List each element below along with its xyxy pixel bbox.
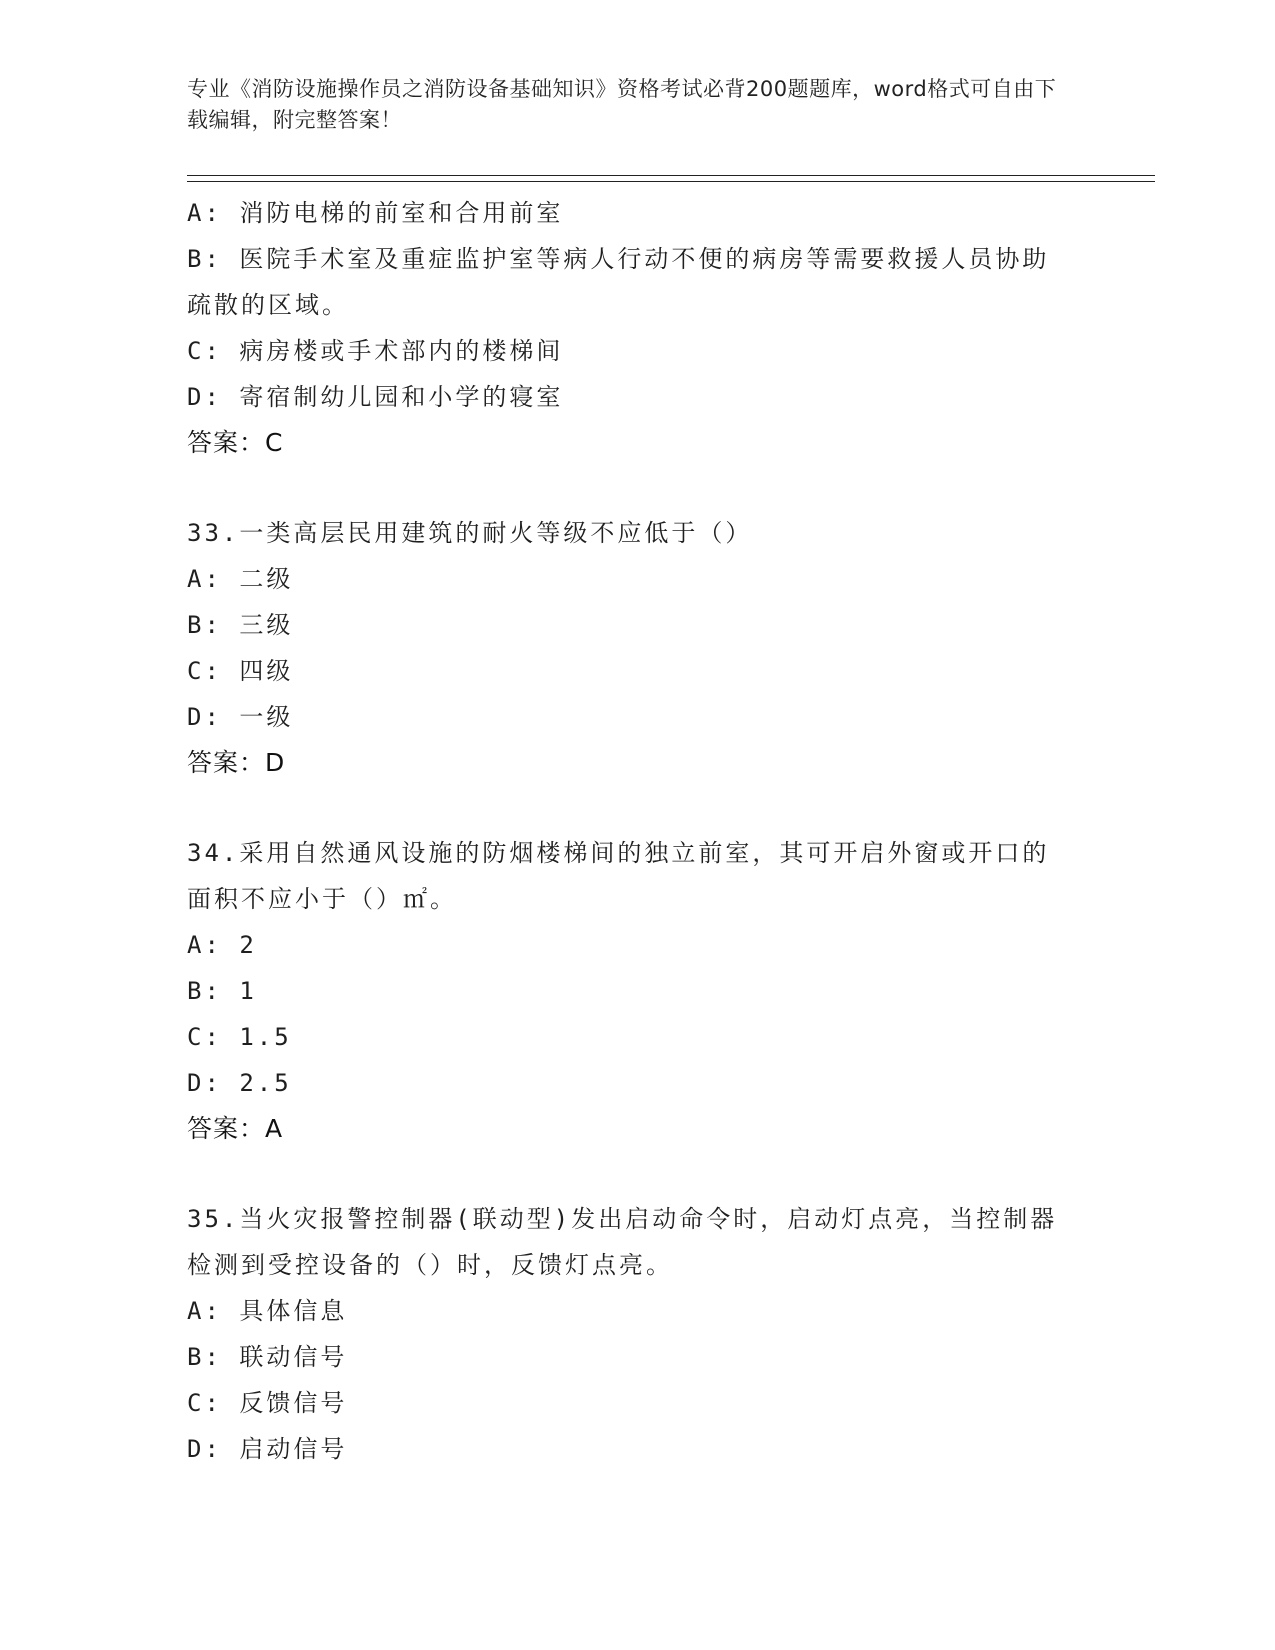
document-header: 专业《消防设施操作员之消防设备基础知识》资格考试必背200题题库，word格式可自由下载编辑，附完整答案！: [187, 77, 1057, 132]
question-33-text: 33.一类高层民用建筑的耐火等级不应低于（）: [187, 519, 753, 547]
option-c: C: 反馈信号: [187, 1389, 348, 1417]
option-d: D: 启动信号: [187, 1435, 348, 1463]
option-b: B: 联动信号: [187, 1343, 348, 1371]
option-a: A: 2: [187, 931, 257, 959]
answer-33: 答案：D: [187, 748, 286, 777]
option-d: D: 2.5: [187, 1069, 292, 1097]
option-b: B: 三级: [187, 611, 294, 639]
question-34-text: 34.采用自然通风设施的防烟楼梯间的独立前室，其可开启外窗或开口的面积不应小于（）㎡。: [187, 839, 1050, 913]
option-a: A: 具体信息: [187, 1297, 348, 1325]
answer-34: 答案：A: [187, 1114, 284, 1143]
spacer: [187, 1152, 1087, 1196]
spacer: [187, 786, 1087, 830]
option-c: C: 病房楼或手术部内的楼梯间: [187, 337, 564, 365]
header-rule-bottom: [187, 181, 1155, 182]
option-b: B: 医院手术室及重症监护室等病人行动不便的病房等需要救援人员协助疏散的区域。: [187, 245, 1050, 319]
option-d: D: 寄宿制幼儿园和小学的寝室: [187, 383, 564, 411]
option-a: A: 消防电梯的前室和合用前室: [187, 199, 564, 227]
option-a: A: 二级: [187, 565, 294, 593]
answer-32: 答案：C: [187, 428, 284, 457]
question-32-options: [187, 190, 1087, 420]
option-c: C: 四级: [187, 657, 294, 685]
option-d: D: 一级: [187, 703, 294, 731]
question-content: [187, 190, 1087, 1472]
header-rule-top: [187, 175, 1155, 176]
option-b: B: 1: [187, 977, 257, 1005]
option-c: C: 1.5: [187, 1023, 292, 1051]
question-35-text: 35.当火灾报警控制器(联动型)发出启动命令时，启动灯点亮，当控制器检测到受控设备的（）时，反馈灯点亮。: [187, 1205, 1058, 1279]
spacer: [187, 466, 1087, 510]
